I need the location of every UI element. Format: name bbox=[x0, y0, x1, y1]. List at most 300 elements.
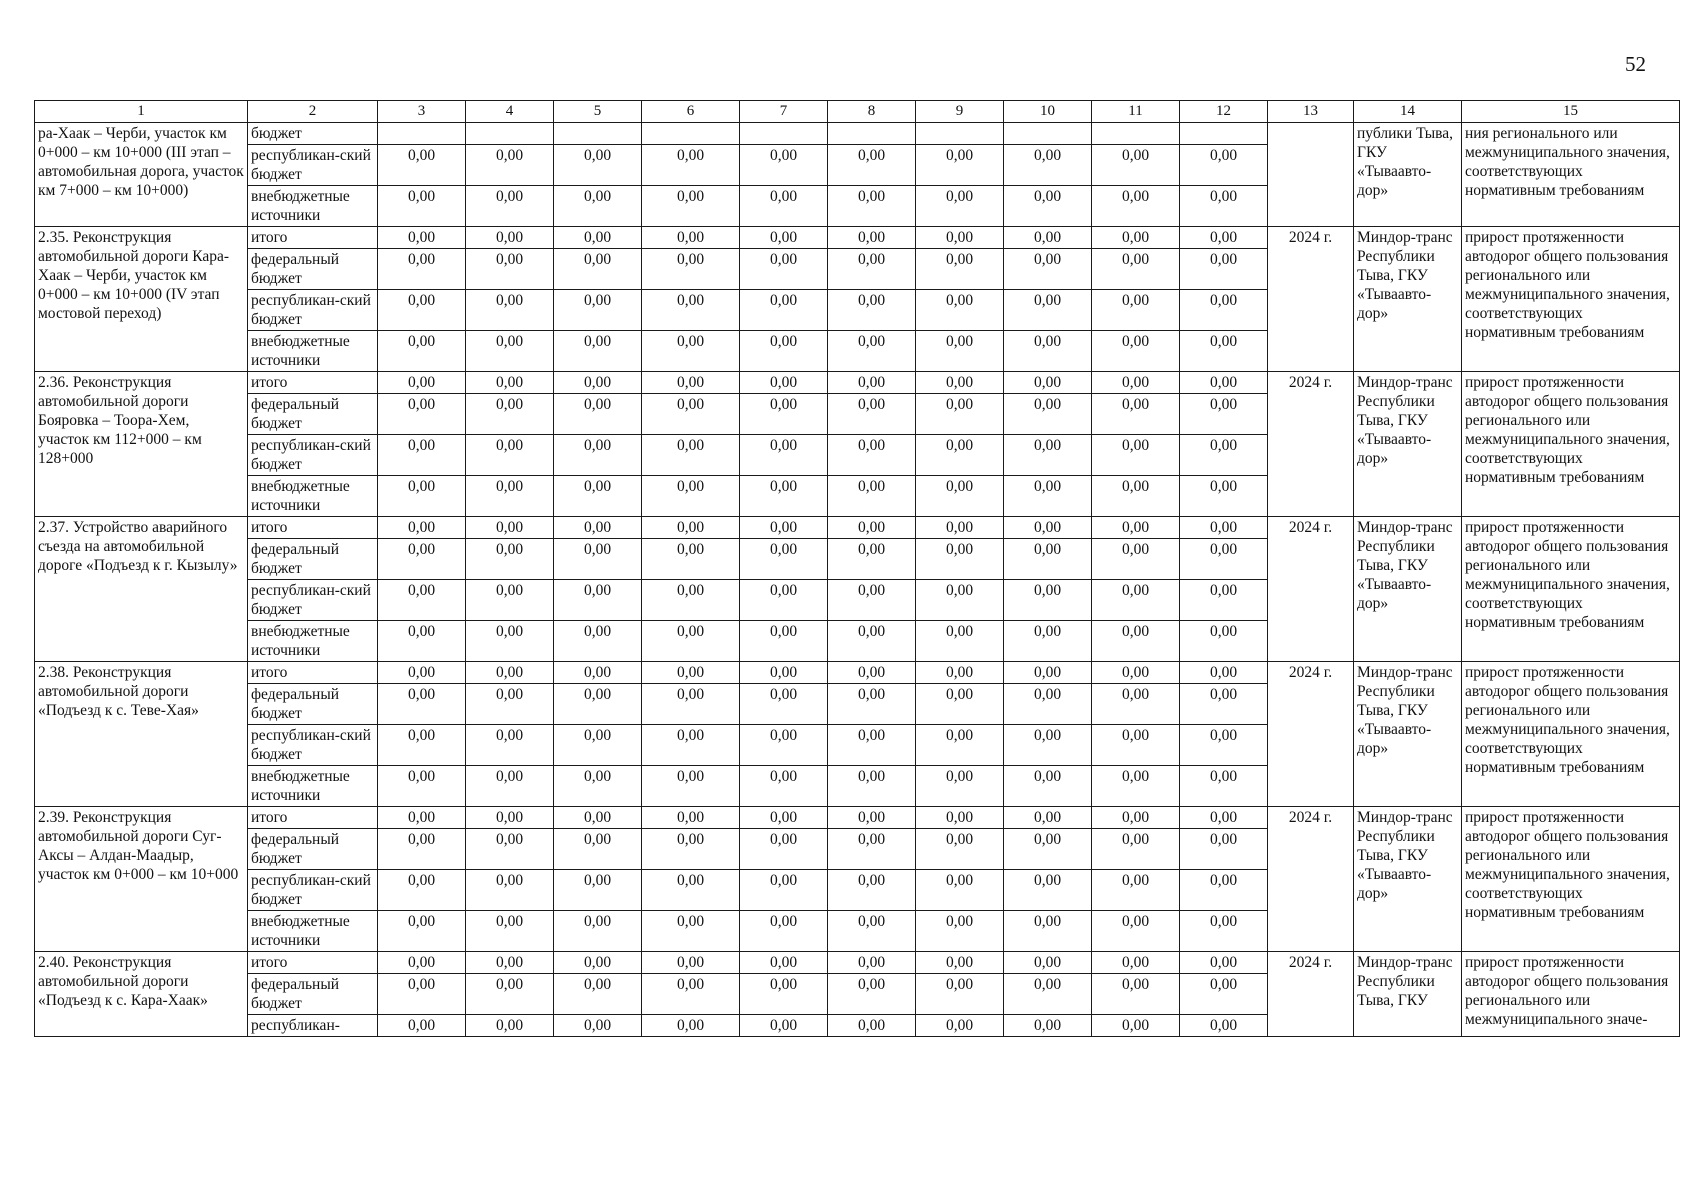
funding-source-cell: федеральный бюджет bbox=[248, 394, 378, 435]
table-row bbox=[35, 807, 1680, 829]
funding-source-cell: итого bbox=[248, 662, 378, 684]
column-header-13: 13 bbox=[1268, 101, 1354, 123]
amount-cell: 0,00 bbox=[1180, 580, 1268, 621]
amount-cell: 0,00 bbox=[466, 394, 554, 435]
year-cell: 2024 г. bbox=[1268, 227, 1354, 372]
amount-cell: 0,00 bbox=[1092, 435, 1180, 476]
funding-source-cell: республикан-ский бюджет bbox=[248, 290, 378, 331]
amount-cell: 0,00 bbox=[740, 331, 828, 372]
amount-cell: 0,00 bbox=[740, 829, 828, 870]
project-name-cell: 2.37. Устройство аварийного съезда на автомобильной дороге «Подъезд к г. Кызылу» bbox=[35, 517, 248, 662]
funding-source-cell: республикан-ский бюджет bbox=[248, 435, 378, 476]
executor-cell: Миндор-транс Республики Тыва, ГКУ «Тываавто-дор» bbox=[1354, 227, 1462, 372]
year-cell: 2024 г. bbox=[1268, 807, 1354, 952]
funding-source-cell: бюджет bbox=[248, 123, 378, 145]
project-name-cell: 2.40. Реконструкция автомобильной дороги «Подъезд к с. Кара-Хаак» bbox=[35, 952, 248, 1037]
amount-cell: 0,00 bbox=[1180, 870, 1268, 911]
amount-cell: 0,00 bbox=[1004, 145, 1092, 186]
executor-cell: Миндор-транс Республики Тыва, ГКУ bbox=[1354, 952, 1462, 1037]
amount-cell: 0,00 bbox=[740, 435, 828, 476]
amount-cell: 0,00 bbox=[1092, 766, 1180, 807]
funding-source-cell: внебюджетные источники bbox=[248, 766, 378, 807]
executor-cell: публики Тыва, ГКУ «Тываавто-дор» bbox=[1354, 123, 1462, 227]
column-header-10: 10 bbox=[1004, 101, 1092, 123]
amount-cell: 0,00 bbox=[740, 394, 828, 435]
amount-cell: 0,00 bbox=[1180, 1015, 1268, 1037]
amount-cell: 0,00 bbox=[554, 394, 642, 435]
amount-cell: 0,00 bbox=[916, 807, 1004, 829]
amount-cell: 0,00 bbox=[378, 331, 466, 372]
amount-cell: 0,00 bbox=[916, 435, 1004, 476]
amount-cell: 0,00 bbox=[828, 725, 916, 766]
amount-cell: 0,00 bbox=[466, 725, 554, 766]
amount-cell: 0,00 bbox=[740, 1015, 828, 1037]
amount-cell: 0,00 bbox=[554, 870, 642, 911]
amount-cell: 0,00 bbox=[1004, 186, 1092, 227]
amount-cell: 0,00 bbox=[1180, 952, 1268, 974]
amount-cell: 0,00 bbox=[1180, 517, 1268, 539]
amount-cell: 0,00 bbox=[554, 621, 642, 662]
amount-cell bbox=[1180, 123, 1268, 145]
amount-cell: 0,00 bbox=[828, 145, 916, 186]
amount-cell bbox=[740, 123, 828, 145]
funding-source-cell: федеральный бюджет bbox=[248, 974, 378, 1015]
column-header-5: 5 bbox=[554, 101, 642, 123]
amount-cell: 0,00 bbox=[466, 1015, 554, 1037]
amount-cell: 0,00 bbox=[828, 766, 916, 807]
amount-cell: 0,00 bbox=[1180, 684, 1268, 725]
amount-cell: 0,00 bbox=[554, 725, 642, 766]
funding-source-cell: итого bbox=[248, 372, 378, 394]
amount-cell: 0,00 bbox=[554, 372, 642, 394]
amount-cell: 0,00 bbox=[1180, 911, 1268, 952]
amount-cell: 0,00 bbox=[1180, 331, 1268, 372]
column-header-11: 11 bbox=[1092, 101, 1180, 123]
amount-cell: 0,00 bbox=[642, 974, 740, 1015]
amount-cell: 0,00 bbox=[378, 394, 466, 435]
amount-cell: 0,00 bbox=[1180, 145, 1268, 186]
amount-cell: 0,00 bbox=[916, 580, 1004, 621]
year-cell: 2024 г. bbox=[1268, 952, 1354, 1037]
result-cell: прирост протяженности автодорог общего пользования регионального или межмуниципального значе- bbox=[1462, 952, 1680, 1037]
amount-cell: 0,00 bbox=[554, 539, 642, 580]
amount-cell: 0,00 bbox=[466, 539, 554, 580]
table-row bbox=[35, 662, 1680, 684]
amount-cell: 0,00 bbox=[1180, 974, 1268, 1015]
amount-cell: 0,00 bbox=[1004, 766, 1092, 807]
funding-source-cell: республикан-ский бюджет bbox=[248, 725, 378, 766]
amount-cell: 0,00 bbox=[1092, 807, 1180, 829]
column-header-7: 7 bbox=[740, 101, 828, 123]
amount-cell: 0,00 bbox=[1092, 911, 1180, 952]
amount-cell: 0,00 bbox=[916, 621, 1004, 662]
amount-cell: 0,00 bbox=[378, 621, 466, 662]
funding-source-cell: внебюджетные источники bbox=[248, 331, 378, 372]
column-header-3: 3 bbox=[378, 101, 466, 123]
amount-cell: 0,00 bbox=[642, 394, 740, 435]
amount-cell: 0,00 bbox=[642, 435, 740, 476]
result-cell: прирост протяженности автодорог общего пользования регионального или межмуниципального значения, соответствующих нормативным требованиям bbox=[1462, 227, 1680, 372]
amount-cell: 0,00 bbox=[466, 870, 554, 911]
amount-cell: 0,00 bbox=[1004, 1015, 1092, 1037]
amount-cell: 0,00 bbox=[642, 372, 740, 394]
amount-cell: 0,00 bbox=[828, 911, 916, 952]
amount-cell: 0,00 bbox=[554, 186, 642, 227]
amount-cell: 0,00 bbox=[1004, 580, 1092, 621]
amount-cell bbox=[1004, 123, 1092, 145]
amount-cell: 0,00 bbox=[828, 684, 916, 725]
funding-source-cell: внебюджетные источники bbox=[248, 621, 378, 662]
funding-source-cell: республикан-ский бюджет bbox=[248, 870, 378, 911]
amount-cell: 0,00 bbox=[828, 290, 916, 331]
amount-cell: 0,00 bbox=[1092, 725, 1180, 766]
amount-cell: 0,00 bbox=[466, 911, 554, 952]
amount-cell: 0,00 bbox=[378, 476, 466, 517]
amount-cell: 0,00 bbox=[916, 331, 1004, 372]
table-row bbox=[35, 952, 1680, 974]
amount-cell: 0,00 bbox=[740, 807, 828, 829]
amount-cell: 0,00 bbox=[1004, 870, 1092, 911]
amount-cell: 0,00 bbox=[642, 249, 740, 290]
amount-cell: 0,00 bbox=[1092, 870, 1180, 911]
amount-cell: 0,00 bbox=[916, 290, 1004, 331]
amount-cell bbox=[916, 123, 1004, 145]
amount-cell bbox=[466, 123, 554, 145]
amount-cell: 0,00 bbox=[378, 870, 466, 911]
amount-cell: 0,00 bbox=[1004, 331, 1092, 372]
amount-cell: 0,00 bbox=[466, 952, 554, 974]
amount-cell: 0,00 bbox=[916, 911, 1004, 952]
executor-cell: Миндор-транс Республики Тыва, ГКУ «Тываавто-дор» bbox=[1354, 807, 1462, 952]
amount-cell: 0,00 bbox=[740, 952, 828, 974]
amount-cell: 0,00 bbox=[1092, 517, 1180, 539]
amount-cell: 0,00 bbox=[828, 974, 916, 1015]
amount-cell: 0,00 bbox=[1092, 249, 1180, 290]
amount-cell: 0,00 bbox=[1004, 829, 1092, 870]
table-row bbox=[35, 123, 1680, 145]
amount-cell: 0,00 bbox=[378, 911, 466, 952]
amount-cell: 0,00 bbox=[642, 911, 740, 952]
amount-cell: 0,00 bbox=[554, 290, 642, 331]
amount-cell: 0,00 bbox=[1092, 227, 1180, 249]
amount-cell: 0,00 bbox=[916, 539, 1004, 580]
amount-cell: 0,00 bbox=[916, 186, 1004, 227]
amount-cell: 0,00 bbox=[1004, 807, 1092, 829]
amount-cell: 0,00 bbox=[554, 580, 642, 621]
project-name-cell: 2.35. Реконструкция автомобильной дороги Кара-Хаак – Черби, участок км 0+000 – км 10+000 (IV этап мостовой переход) bbox=[35, 227, 248, 372]
amount-cell: 0,00 bbox=[642, 829, 740, 870]
amount-cell: 0,00 bbox=[466, 435, 554, 476]
amount-cell: 0,00 bbox=[1004, 539, 1092, 580]
funding-source-cell: внебюджетные источники bbox=[248, 911, 378, 952]
amount-cell: 0,00 bbox=[1004, 517, 1092, 539]
amount-cell: 0,00 bbox=[554, 145, 642, 186]
amount-cell: 0,00 bbox=[378, 807, 466, 829]
amount-cell: 0,00 bbox=[466, 580, 554, 621]
amount-cell: 0,00 bbox=[1180, 186, 1268, 227]
amount-cell: 0,00 bbox=[828, 1015, 916, 1037]
amount-cell: 0,00 bbox=[740, 766, 828, 807]
executor-cell: Миндор-транс Республики Тыва, ГКУ «Тываавто-дор» bbox=[1354, 662, 1462, 807]
amount-cell: 0,00 bbox=[916, 974, 1004, 1015]
column-header-14: 14 bbox=[1354, 101, 1462, 123]
table-row bbox=[35, 372, 1680, 394]
amount-cell: 0,00 bbox=[1004, 621, 1092, 662]
amount-cell: 0,00 bbox=[1092, 372, 1180, 394]
amount-cell: 0,00 bbox=[642, 145, 740, 186]
amount-cell: 0,00 bbox=[916, 372, 1004, 394]
amount-cell: 0,00 bbox=[1092, 684, 1180, 725]
amount-cell: 0,00 bbox=[828, 621, 916, 662]
amount-cell: 0,00 bbox=[466, 684, 554, 725]
amount-cell: 0,00 bbox=[1092, 974, 1180, 1015]
amount-cell: 0,00 bbox=[740, 249, 828, 290]
amount-cell: 0,00 bbox=[1180, 725, 1268, 766]
column-header-6: 6 bbox=[642, 101, 740, 123]
amount-cell: 0,00 bbox=[378, 580, 466, 621]
amount-cell: 0,00 bbox=[554, 662, 642, 684]
funding-source-cell: внебюджетные источники bbox=[248, 476, 378, 517]
executor-cell: Миндор-транс Республики Тыва, ГКУ «Тываавто-дор» bbox=[1354, 372, 1462, 517]
amount-cell: 0,00 bbox=[740, 911, 828, 952]
amount-cell: 0,00 bbox=[916, 684, 1004, 725]
amount-cell: 0,00 bbox=[828, 394, 916, 435]
amount-cell: 0,00 bbox=[554, 952, 642, 974]
amount-cell: 0,00 bbox=[378, 372, 466, 394]
amount-cell: 0,00 bbox=[1092, 394, 1180, 435]
amount-cell: 0,00 bbox=[1092, 1015, 1180, 1037]
amount-cell: 0,00 bbox=[554, 227, 642, 249]
amount-cell: 0,00 bbox=[1180, 435, 1268, 476]
amount-cell: 0,00 bbox=[740, 621, 828, 662]
amount-cell: 0,00 bbox=[1180, 290, 1268, 331]
amount-cell: 0,00 bbox=[1004, 684, 1092, 725]
amount-cell: 0,00 bbox=[466, 662, 554, 684]
amount-cell bbox=[642, 123, 740, 145]
column-header-9: 9 bbox=[916, 101, 1004, 123]
funding-source-cell: итого bbox=[248, 227, 378, 249]
amount-cell: 0,00 bbox=[1004, 476, 1092, 517]
amount-cell: 0,00 bbox=[740, 227, 828, 249]
amount-cell: 0,00 bbox=[740, 517, 828, 539]
amount-cell: 0,00 bbox=[828, 517, 916, 539]
amount-cell: 0,00 bbox=[740, 662, 828, 684]
amount-cell: 0,00 bbox=[1092, 539, 1180, 580]
amount-cell: 0,00 bbox=[740, 372, 828, 394]
amount-cell bbox=[554, 123, 642, 145]
amount-cell: 0,00 bbox=[378, 249, 466, 290]
table-row bbox=[35, 227, 1680, 249]
amount-cell: 0,00 bbox=[1004, 725, 1092, 766]
result-cell: прирост протяженности автодорог общего пользования регионального или межмуниципального значения, соответствующих нормативным требованиям bbox=[1462, 517, 1680, 662]
amount-cell: 0,00 bbox=[1092, 290, 1180, 331]
amount-cell: 0,00 bbox=[1092, 331, 1180, 372]
amount-cell: 0,00 bbox=[642, 621, 740, 662]
amount-cell: 0,00 bbox=[642, 766, 740, 807]
year-cell: 2024 г. bbox=[1268, 662, 1354, 807]
amount-cell: 0,00 bbox=[378, 435, 466, 476]
amount-cell: 0,00 bbox=[554, 911, 642, 952]
executor-cell: Миндор-транс Республики Тыва, ГКУ «Тываавто-дор» bbox=[1354, 517, 1462, 662]
amount-cell: 0,00 bbox=[1092, 145, 1180, 186]
amount-cell: 0,00 bbox=[916, 1015, 1004, 1037]
funding-source-cell: федеральный бюджет bbox=[248, 684, 378, 725]
amount-cell: 0,00 bbox=[642, 539, 740, 580]
page-number: 52 bbox=[1625, 52, 1646, 76]
amount-cell: 0,00 bbox=[554, 249, 642, 290]
amount-cell: 0,00 bbox=[554, 476, 642, 517]
amount-cell: 0,00 bbox=[1180, 807, 1268, 829]
funding-source-cell: итого bbox=[248, 807, 378, 829]
amount-cell: 0,00 bbox=[466, 829, 554, 870]
amount-cell: 0,00 bbox=[740, 290, 828, 331]
amount-cell: 0,00 bbox=[466, 331, 554, 372]
amount-cell: 0,00 bbox=[642, 186, 740, 227]
amount-cell: 0,00 bbox=[642, 227, 740, 249]
project-name-cell: 2.39. Реконструкция автомобильной дороги Суг-Аксы – Алдан-Маадыр, участок км 0+000 – км 10+000 bbox=[35, 807, 248, 952]
project-name-cell: ра-Хаак – Черби, участок км 0+000 – км 10+000 (III этап – автомобильная дорога, участок км 7+000 – км 10+000) bbox=[35, 123, 248, 227]
amount-cell: 0,00 bbox=[916, 517, 1004, 539]
amount-cell: 0,00 bbox=[642, 662, 740, 684]
amount-cell: 0,00 bbox=[828, 476, 916, 517]
column-header-8: 8 bbox=[828, 101, 916, 123]
amount-cell: 0,00 bbox=[378, 974, 466, 1015]
amount-cell: 0,00 bbox=[466, 186, 554, 227]
amount-cell: 0,00 bbox=[1004, 290, 1092, 331]
amount-cell: 0,00 bbox=[642, 517, 740, 539]
amount-cell: 0,00 bbox=[642, 1015, 740, 1037]
funding-source-cell: республикан-ский бюджет bbox=[248, 145, 378, 186]
amount-cell: 0,00 bbox=[740, 476, 828, 517]
amount-cell: 0,00 bbox=[466, 807, 554, 829]
amount-cell: 0,00 bbox=[378, 829, 466, 870]
amount-cell: 0,00 bbox=[378, 952, 466, 974]
amount-cell: 0,00 bbox=[916, 952, 1004, 974]
header-row bbox=[35, 101, 1680, 123]
amount-cell: 0,00 bbox=[554, 331, 642, 372]
amount-cell: 0,00 bbox=[466, 290, 554, 331]
amount-cell bbox=[378, 123, 466, 145]
amount-cell: 0,00 bbox=[1092, 186, 1180, 227]
amount-cell: 0,00 bbox=[828, 539, 916, 580]
amount-cell: 0,00 bbox=[916, 662, 1004, 684]
amount-cell: 0,00 bbox=[1092, 662, 1180, 684]
amount-cell: 0,00 bbox=[740, 974, 828, 1015]
amount-cell: 0,00 bbox=[828, 870, 916, 911]
amount-cell: 0,00 bbox=[378, 539, 466, 580]
amount-cell: 0,00 bbox=[740, 539, 828, 580]
funding-source-cell: внебюджетные источники bbox=[248, 186, 378, 227]
year-cell bbox=[1268, 123, 1354, 227]
amount-cell: 0,00 bbox=[828, 435, 916, 476]
year-cell: 2024 г. bbox=[1268, 372, 1354, 517]
amount-cell: 0,00 bbox=[740, 725, 828, 766]
amount-cell: 0,00 bbox=[1092, 580, 1180, 621]
amount-cell: 0,00 bbox=[916, 766, 1004, 807]
amount-cell: 0,00 bbox=[378, 145, 466, 186]
amount-cell bbox=[828, 123, 916, 145]
amount-cell: 0,00 bbox=[1180, 394, 1268, 435]
amount-cell: 0,00 bbox=[378, 517, 466, 539]
funding-source-cell: итого bbox=[248, 952, 378, 974]
amount-cell: 0,00 bbox=[740, 186, 828, 227]
amount-cell: 0,00 bbox=[642, 290, 740, 331]
amount-cell: 0,00 bbox=[828, 952, 916, 974]
column-header-12: 12 bbox=[1180, 101, 1268, 123]
column-header-2: 2 bbox=[248, 101, 378, 123]
amount-cell: 0,00 bbox=[642, 807, 740, 829]
column-header-15: 15 bbox=[1462, 101, 1680, 123]
amount-cell: 0,00 bbox=[554, 1015, 642, 1037]
amount-cell: 0,00 bbox=[466, 476, 554, 517]
amount-cell: 0,00 bbox=[1092, 476, 1180, 517]
amount-cell: 0,00 bbox=[916, 249, 1004, 290]
amount-cell: 0,00 bbox=[378, 662, 466, 684]
amount-cell: 0,00 bbox=[1092, 621, 1180, 662]
amount-cell: 0,00 bbox=[1092, 952, 1180, 974]
amount-cell: 0,00 bbox=[828, 227, 916, 249]
amount-cell: 0,00 bbox=[828, 372, 916, 394]
amount-cell: 0,00 bbox=[828, 662, 916, 684]
amount-cell: 0,00 bbox=[1180, 766, 1268, 807]
table-body bbox=[35, 123, 1680, 1037]
amount-cell: 0,00 bbox=[1004, 372, 1092, 394]
amount-cell: 0,00 bbox=[554, 766, 642, 807]
amount-cell: 0,00 bbox=[1180, 621, 1268, 662]
amount-cell: 0,00 bbox=[740, 870, 828, 911]
amount-cell: 0,00 bbox=[916, 725, 1004, 766]
amount-cell: 0,00 bbox=[642, 331, 740, 372]
amount-cell: 0,00 bbox=[554, 435, 642, 476]
amount-cell: 0,00 bbox=[378, 1015, 466, 1037]
amount-cell: 0,00 bbox=[916, 145, 1004, 186]
funding-source-cell: итого bbox=[248, 517, 378, 539]
amount-cell: 0,00 bbox=[642, 725, 740, 766]
amount-cell: 0,00 bbox=[1004, 435, 1092, 476]
amount-cell: 0,00 bbox=[466, 621, 554, 662]
column-header-4: 4 bbox=[466, 101, 554, 123]
amount-cell: 0,00 bbox=[642, 684, 740, 725]
project-name-cell: 2.36. Реконструкция автомобильной дороги Бояровка – Тоора-Хем, участок км 112+000 – км 128+000 bbox=[35, 372, 248, 517]
amount-cell: 0,00 bbox=[1004, 952, 1092, 974]
amount-cell: 0,00 bbox=[916, 227, 1004, 249]
amount-cell: 0,00 bbox=[1004, 249, 1092, 290]
amount-cell: 0,00 bbox=[916, 394, 1004, 435]
amount-cell: 0,00 bbox=[740, 684, 828, 725]
funding-source-cell: федеральный бюджет bbox=[248, 249, 378, 290]
amount-cell: 0,00 bbox=[828, 580, 916, 621]
amount-cell: 0,00 bbox=[466, 145, 554, 186]
amount-cell: 0,00 bbox=[828, 331, 916, 372]
amount-cell: 0,00 bbox=[466, 974, 554, 1015]
amount-cell: 0,00 bbox=[378, 684, 466, 725]
amount-cell: 0,00 bbox=[1180, 476, 1268, 517]
amount-cell: 0,00 bbox=[828, 829, 916, 870]
column-header-1: 1 bbox=[35, 101, 248, 123]
amount-cell: 0,00 bbox=[466, 517, 554, 539]
amount-cell: 0,00 bbox=[554, 807, 642, 829]
project-name-cell: 2.38. Реконструкция автомобильной дороги «Подъезд к с. Теве-Хая» bbox=[35, 662, 248, 807]
funding-source-cell: федеральный бюджет bbox=[248, 539, 378, 580]
result-cell: прирост протяженности автодорог общего пользования регионального или межмуниципального значения, соответствующих нормативным требованиям bbox=[1462, 662, 1680, 807]
amount-cell: 0,00 bbox=[642, 952, 740, 974]
amount-cell: 0,00 bbox=[1004, 974, 1092, 1015]
amount-cell: 0,00 bbox=[378, 186, 466, 227]
amount-cell: 0,00 bbox=[466, 249, 554, 290]
amount-cell bbox=[1092, 123, 1180, 145]
amount-cell: 0,00 bbox=[916, 476, 1004, 517]
amount-cell: 0,00 bbox=[740, 145, 828, 186]
